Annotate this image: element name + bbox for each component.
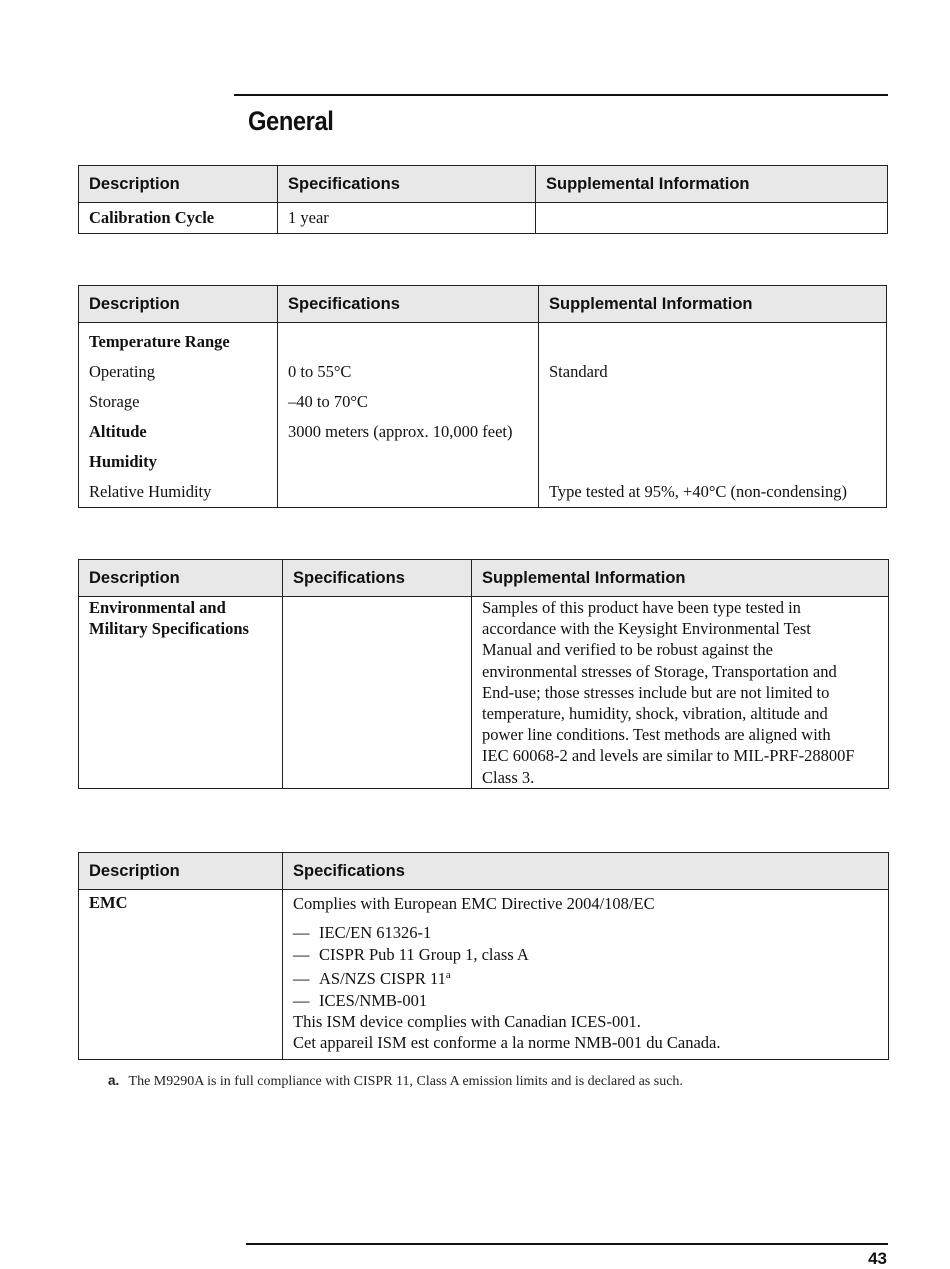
cell-description: Relative Humidity xyxy=(79,477,278,508)
table-header-row xyxy=(79,166,888,203)
footnote-mark: a. xyxy=(108,1073,120,1088)
header-specifications: Specifications xyxy=(283,560,472,597)
table-header-row xyxy=(79,286,887,323)
header-description: Description xyxy=(79,286,278,323)
page-number: 43 xyxy=(868,1249,887,1268)
cell-supplemental xyxy=(539,417,887,447)
header-supplemental: Supplemental Information xyxy=(536,166,888,203)
table-row xyxy=(79,447,887,477)
compliance-statement-fr: Cet appareil ISM est conforme a la norme NMB-001 du Canada. xyxy=(293,1033,721,1053)
header-supplemental: Supplemental Information xyxy=(539,286,887,323)
standard-label: ICES/NMB-001 xyxy=(319,990,428,1010)
emc-intro: Complies with European EMC Directive 2004/108/EC xyxy=(293,894,655,913)
standard-label: IEC/EN 61326-1 xyxy=(319,923,432,943)
cell-supplemental xyxy=(536,203,888,234)
cell-specifications xyxy=(283,597,472,789)
standard-item xyxy=(293,922,878,943)
table-row xyxy=(79,323,887,358)
cell-supplemental xyxy=(539,387,887,417)
header-description: Description xyxy=(79,560,283,597)
table-row xyxy=(79,417,887,447)
standard-item xyxy=(293,944,878,965)
cell-specifications xyxy=(283,890,889,1060)
cell-supplemental xyxy=(472,597,889,789)
table-row xyxy=(79,890,889,1060)
standard-label: AS/NZS CISPR 11 xyxy=(319,969,446,989)
military-spec-table xyxy=(78,559,889,789)
cell-specifications: –40 to 70°C xyxy=(278,387,539,417)
cell-specifications: 3000 meters (approx. 10,000 feet) xyxy=(278,417,539,447)
calibration-table xyxy=(78,165,888,234)
compliance-statement: This ISM device complies with Canadian ICES-001. xyxy=(293,1012,641,1032)
cell-specifications xyxy=(278,447,539,477)
supplemental-line: Manual and verified to be robust against the xyxy=(482,640,773,660)
dash-mark: — xyxy=(293,923,310,943)
cell-specifications: 1 year xyxy=(278,203,536,234)
footnote-reference: a xyxy=(445,969,451,982)
cell-specifications xyxy=(278,323,539,358)
environment-table xyxy=(78,285,887,508)
cell-description: Humidity xyxy=(79,447,278,477)
table-row xyxy=(79,387,887,417)
cell-supplemental: Standard xyxy=(539,357,887,387)
dash-mark: — xyxy=(293,944,310,964)
supplemental-line: End-use; those stresses include but are not limited to xyxy=(482,682,830,702)
supplemental-line: accordance with the Keysight Environmental Test xyxy=(482,619,811,639)
header-specifications: Specifications xyxy=(283,853,889,890)
cell-description: Altitude xyxy=(79,417,278,447)
cell-description: Temperature Range xyxy=(79,323,278,358)
dash-mark: — xyxy=(293,990,310,1010)
supplemental-line: Samples of this product have been type tested in xyxy=(482,598,801,617)
header-description: Description xyxy=(79,853,283,890)
emc-table xyxy=(78,852,889,1060)
supplemental-line: IEC 60068-2 and levels are similar to MIL-PRF-28800F xyxy=(482,746,855,766)
supplemental-line: environmental stresses of Storage, Transportation and xyxy=(482,661,837,681)
table-row xyxy=(79,477,887,508)
cell-supplemental: Type tested at 95%, +40°C (non-condensing) xyxy=(539,477,887,508)
cell-specifications xyxy=(278,477,539,508)
standard-label: CISPR Pub 11 Group 1, class A xyxy=(319,944,529,964)
footnote-text: The M9290A is in full compliance with CISPR 11, Class A emission limits and is declared as such. xyxy=(128,1074,683,1089)
supplemental-line: Class 3. xyxy=(482,767,535,787)
section-title: General xyxy=(248,106,334,136)
description-line: Military Specifications xyxy=(89,619,249,639)
header-supplemental: Supplemental Information xyxy=(472,560,889,597)
supplemental-line: power line conditions. Test methods are aligned with xyxy=(482,725,831,745)
table-row xyxy=(79,597,889,789)
cell-description: Calibration Cycle xyxy=(79,203,278,234)
cell-description xyxy=(79,597,283,789)
supplemental-line: temperature, humidity, shock, vibration, altitude and xyxy=(482,704,828,724)
header-specifications: Specifications xyxy=(278,166,536,203)
cell-description: Storage xyxy=(79,387,278,417)
dash-mark: — xyxy=(293,969,310,989)
cell-supplemental xyxy=(539,447,887,477)
table-header-row xyxy=(79,560,889,597)
bottom-rule xyxy=(246,1243,888,1245)
table-row xyxy=(79,357,887,387)
cell-description: EMC xyxy=(79,890,283,1060)
standard-item xyxy=(293,990,878,1011)
table-row xyxy=(79,203,888,234)
footnote xyxy=(108,1073,683,1090)
standard-item xyxy=(293,968,878,989)
table-header-row xyxy=(79,853,889,890)
cell-description: Operating xyxy=(79,357,278,387)
cell-supplemental xyxy=(539,323,887,358)
description-line: Environmental and xyxy=(89,598,226,617)
header-specifications: Specifications xyxy=(278,286,539,323)
header-description: Description xyxy=(79,166,278,203)
cell-specifications: 0 to 55°C xyxy=(278,357,539,387)
top-rule xyxy=(234,94,888,96)
